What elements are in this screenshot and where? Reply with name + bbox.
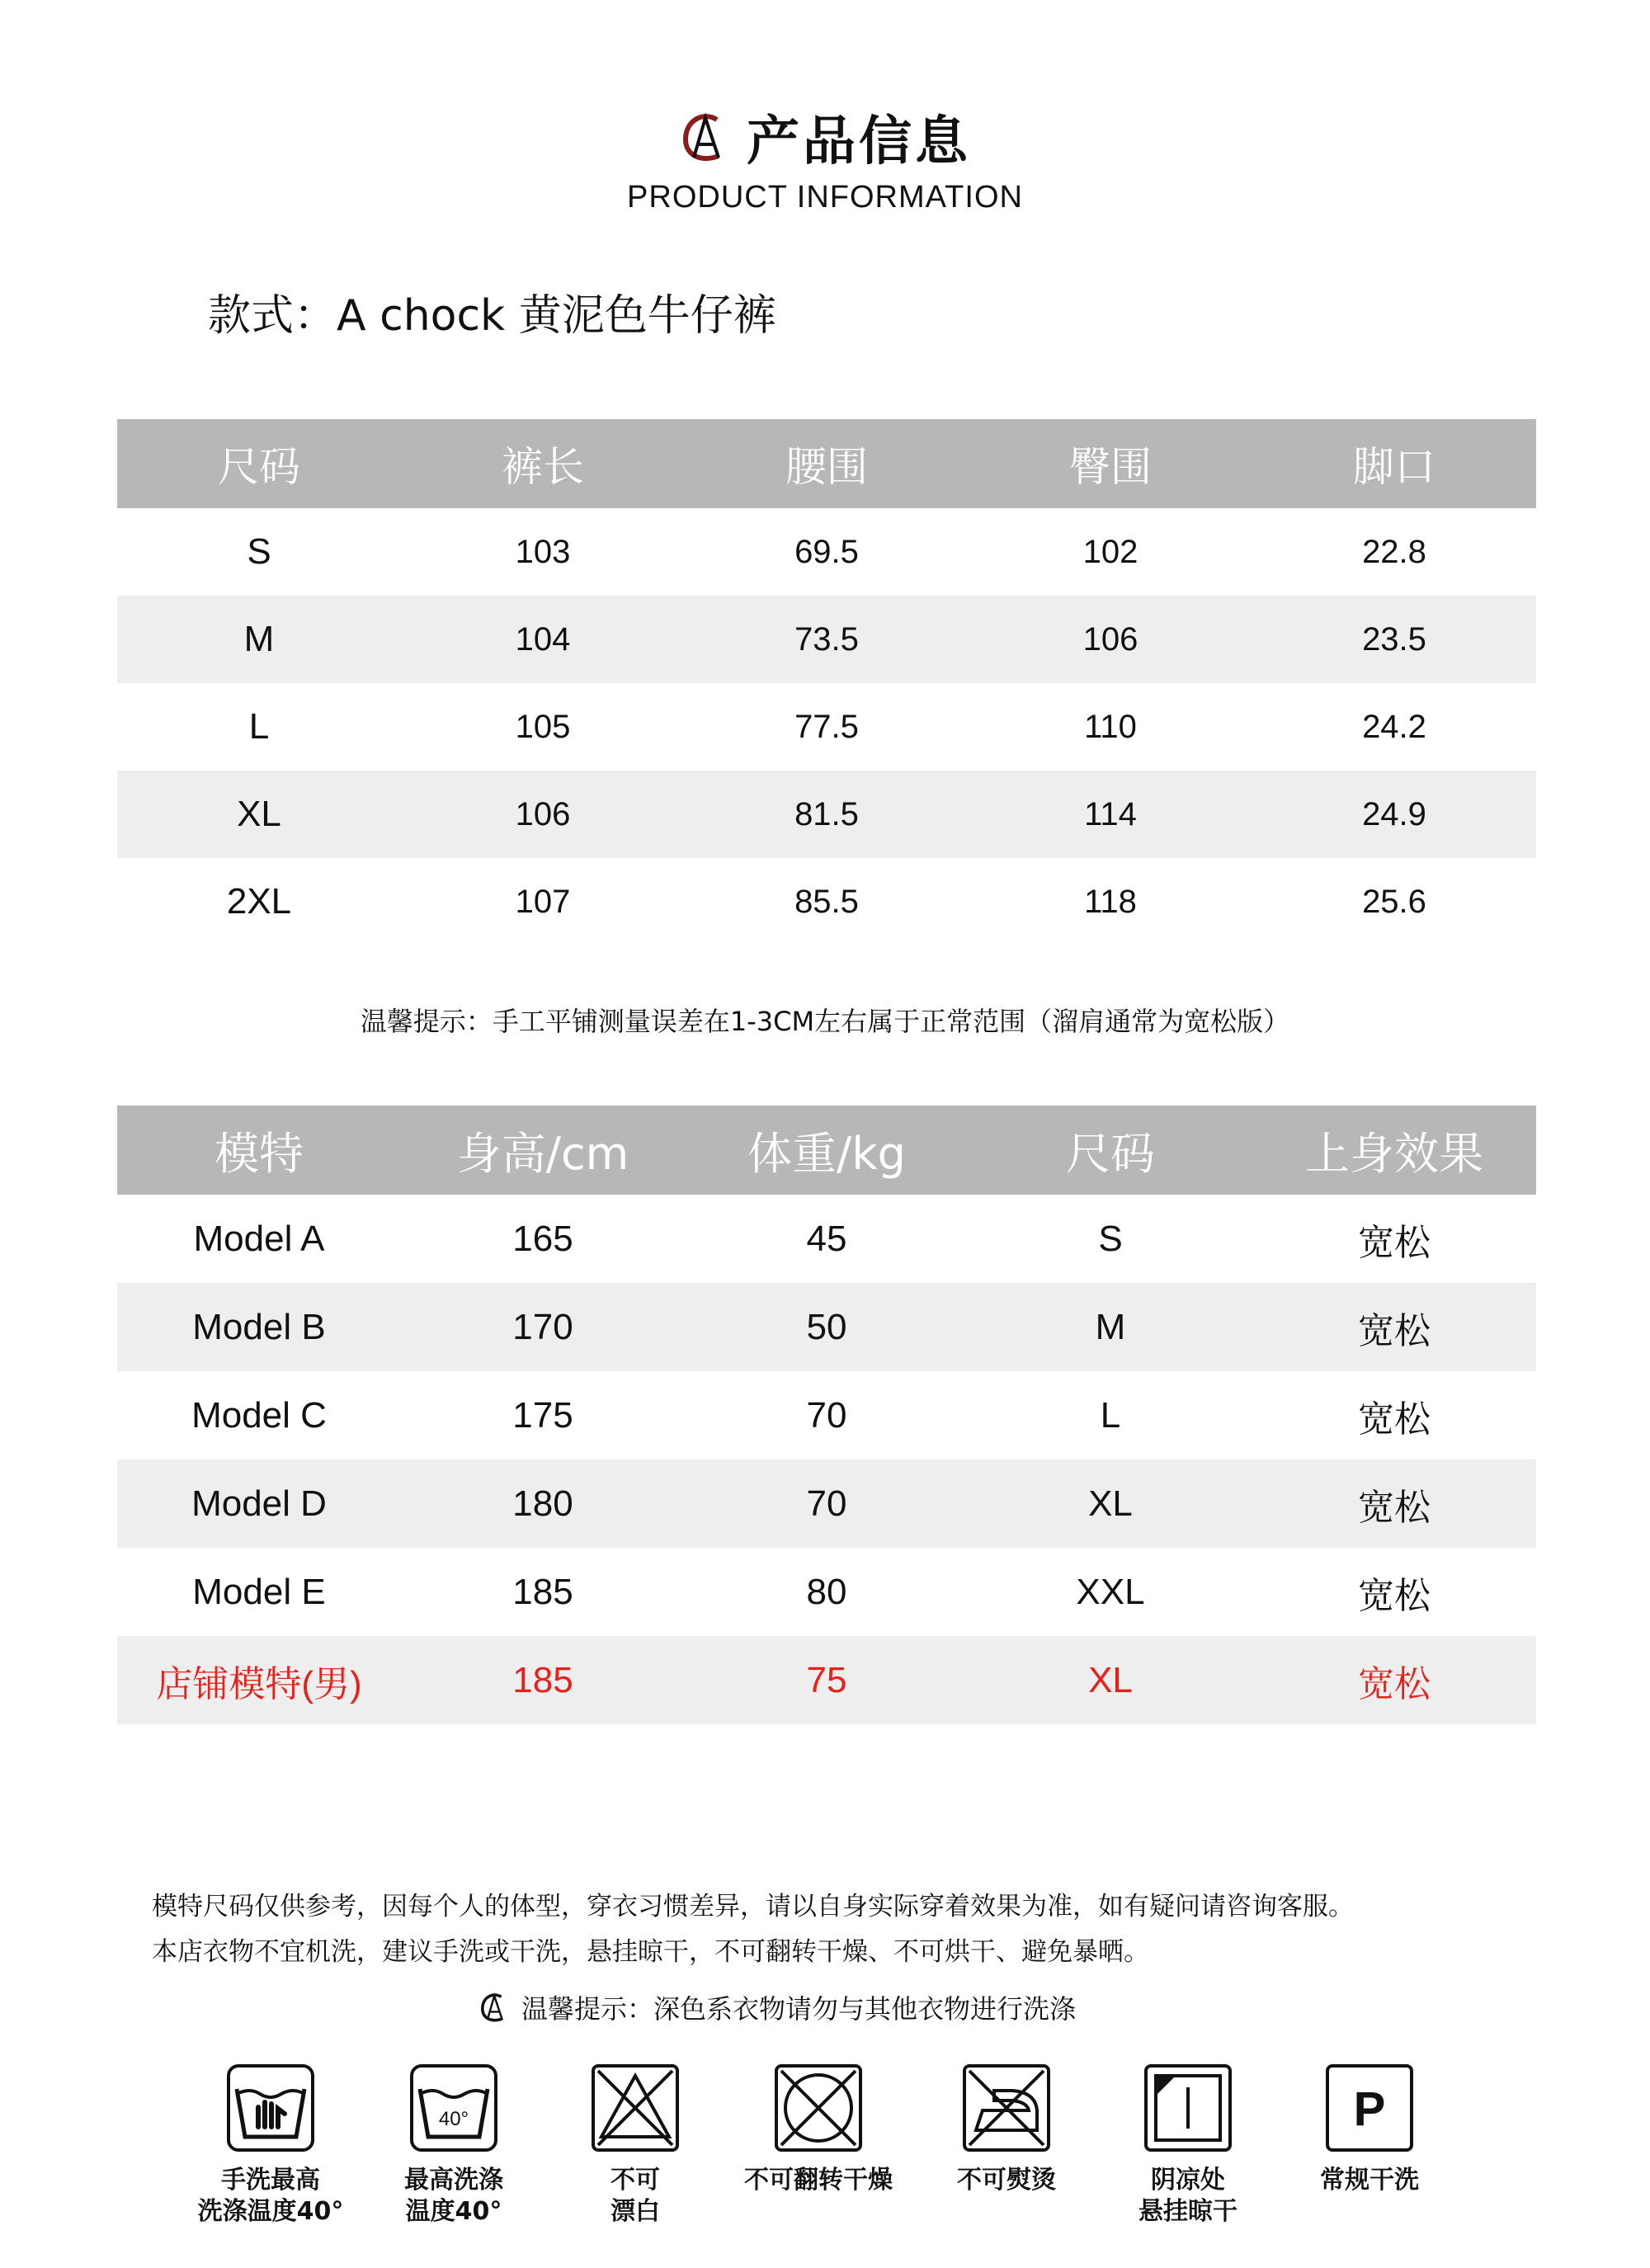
hip-cell: 106 <box>969 596 1252 683</box>
size-cell: M <box>969 1283 1252 1371</box>
hem-cell: 24.9 <box>1252 771 1536 858</box>
length-cell: 105 <box>515 708 571 745</box>
header-size: 尺码 <box>117 419 401 508</box>
header-height: 身高/cm <box>401 1106 685 1195</box>
weight-cell: 80 <box>806 1571 847 1612</box>
model-cell: Model A <box>193 1218 325 1259</box>
table-row <box>117 683 1536 771</box>
hip-cell: 118 <box>1084 883 1137 920</box>
model-cell: Model E <box>192 1571 326 1612</box>
dark-color-tip <box>478 1988 1076 2026</box>
header-length: 裤长 <box>401 419 685 508</box>
model-table-header <box>117 1106 1536 1195</box>
wash-40-icon-text: 40° <box>438 2108 469 2130</box>
brand-logo-icon <box>679 108 728 166</box>
model-size-note: 模特尺码仅供参考，因每个人的体型，穿衣习惯差异，请以自身实际穿着效果为准，如有疑问请咨询客服。 <box>152 1892 1354 1921</box>
care-item-wash-40 <box>371 2063 536 2228</box>
hem-cell: 22.8 <box>1362 533 1426 570</box>
size-cell: S <box>1098 1218 1123 1259</box>
model-cell: Model D <box>117 1459 401 1548</box>
size-cell: L <box>248 706 270 747</box>
fit-cell: 宽松 <box>1358 1222 1431 1263</box>
no-bleach-icon <box>590 2063 681 2153</box>
waist-cell: 73.5 <box>685 596 969 683</box>
care-label: 常规干洗 <box>1320 2166 1419 2195</box>
fit-cell: 宽松 <box>1358 1575 1431 1616</box>
waist-cell: 77.5 <box>794 708 859 745</box>
model-reference-table <box>117 1106 1536 1724</box>
size-cell: XL <box>969 1459 1252 1548</box>
care-item-shade-dry <box>1106 2063 1270 2228</box>
height-cell: 180 <box>401 1459 685 1548</box>
table-row-store-model <box>117 1636 1536 1724</box>
care-item-hand-wash <box>188 2063 353 2228</box>
hip-cell: 110 <box>1084 708 1137 745</box>
height-cell: 165 <box>512 1218 573 1259</box>
height-cell: 185 <box>512 1571 573 1612</box>
table-row <box>117 1283 1536 1371</box>
no-tumble-dry-icon <box>773 2063 864 2153</box>
length-cell: 103 <box>515 533 571 570</box>
shade-dry-icon <box>1143 2063 1233 2153</box>
fit-cell: 宽松 <box>1252 1459 1536 1548</box>
care-label: 阴凉处 悬挂晾干 <box>1138 2166 1238 2226</box>
page-subtitle: PRODUCT INFORMATION <box>627 180 1023 215</box>
care-label: 最高洗涤 温度40° <box>404 2166 503 2226</box>
dry-clean-p-icon-text: P <box>1353 2082 1386 2136</box>
care-label: 手洗最高 洗涤温度40° <box>197 2166 344 2226</box>
fit-cell: 宽松 <box>1252 1636 1536 1724</box>
size-cell: S <box>247 531 271 572</box>
header-model: 模特 <box>117 1106 401 1195</box>
hand-wash-icon <box>225 2063 316 2153</box>
no-iron-icon <box>961 2063 1052 2153</box>
weight-cell: 70 <box>685 1459 969 1548</box>
page-header <box>0 99 1650 175</box>
height-cell: 170 <box>401 1283 685 1371</box>
measurement-tip: 温馨提示：手工平铺测量误差在1-3CM左右属于正常范围（溜肩通常为宽松版） <box>360 1006 1290 1037</box>
waist-cell: 69.5 <box>794 533 859 570</box>
waist-cell: 81.5 <box>685 771 969 858</box>
product-style: 款式：A chock 黄泥色牛仔裤 <box>208 291 776 341</box>
size-cell: XXL <box>1076 1571 1145 1612</box>
height-cell: 185 <box>401 1636 685 1724</box>
length-cell: 107 <box>515 883 571 920</box>
fit-cell: 宽松 <box>1252 1283 1536 1371</box>
page-title: 产品信息 <box>747 111 971 172</box>
header-waist: 腰围 <box>685 419 969 508</box>
table-row <box>117 596 1536 683</box>
size-chart-table <box>117 419 1536 945</box>
weight-cell: 50 <box>685 1283 969 1371</box>
washing-note: 本店衣物不宜机洗，建议手洗或干洗，悬挂晾干，不可翻转干燥、不可烘干、避免暴晒。 <box>152 1937 1149 1967</box>
table-row <box>117 508 1536 596</box>
table-row <box>117 1195 1536 1283</box>
table-row <box>117 1371 1536 1459</box>
size-table-header <box>117 419 1536 508</box>
size-cell: XL <box>969 1636 1252 1724</box>
dry-clean-p-icon <box>1324 2063 1415 2153</box>
header-hip: 臀围 <box>969 419 1252 508</box>
fit-cell: 宽松 <box>1358 1398 1431 1440</box>
hip-cell: 114 <box>969 771 1252 858</box>
wash-40-icon <box>408 2063 499 2153</box>
brand-logo-icon <box>478 1990 508 2025</box>
hem-cell: 25.6 <box>1362 883 1426 920</box>
table-row <box>117 771 1536 858</box>
care-label: 不可熨烫 <box>957 2166 1056 2195</box>
table-row <box>117 858 1536 945</box>
hem-cell: 24.2 <box>1362 708 1426 745</box>
table-row <box>117 1459 1536 1548</box>
table-row <box>117 1548 1536 1636</box>
size-cell: M <box>117 596 401 683</box>
care-item-no-iron <box>924 2063 1089 2196</box>
height-cell: 175 <box>512 1394 573 1436</box>
header-hem: 脚口 <box>1252 419 1536 508</box>
header-fit: 上身效果 <box>1252 1106 1536 1195</box>
care-item-no-tumble-dry <box>736 2063 901 2196</box>
length-cell: 104 <box>401 596 685 683</box>
dark-color-tip-text: 温馨提示：深色系衣物请勿与其他衣物进行洗涤 <box>521 1993 1077 2025</box>
weight-cell: 45 <box>806 1218 847 1259</box>
header-size: 尺码 <box>969 1106 1252 1195</box>
weight-cell: 70 <box>806 1394 847 1436</box>
care-label: 不可 漂白 <box>610 2166 660 2226</box>
care-item-no-bleach <box>553 2063 718 2228</box>
care-item-dry-clean <box>1287 2063 1452 2196</box>
size-cell: L <box>1100 1394 1121 1436</box>
care-label: 不可翻转干燥 <box>744 2166 893 2195</box>
size-cell: XL <box>117 771 401 858</box>
model-cell: Model B <box>117 1283 401 1371</box>
waist-cell: 85.5 <box>794 883 859 920</box>
length-cell: 106 <box>401 771 685 858</box>
header-weight: 体重/kg <box>685 1106 969 1195</box>
size-cell: 2XL <box>226 881 292 922</box>
model-cell: Model C <box>191 1394 327 1436</box>
weight-cell: 75 <box>685 1636 969 1724</box>
hem-cell: 23.5 <box>1252 596 1536 683</box>
model-cell: 店铺模特(男) <box>117 1636 401 1724</box>
hip-cell: 102 <box>1082 533 1138 570</box>
